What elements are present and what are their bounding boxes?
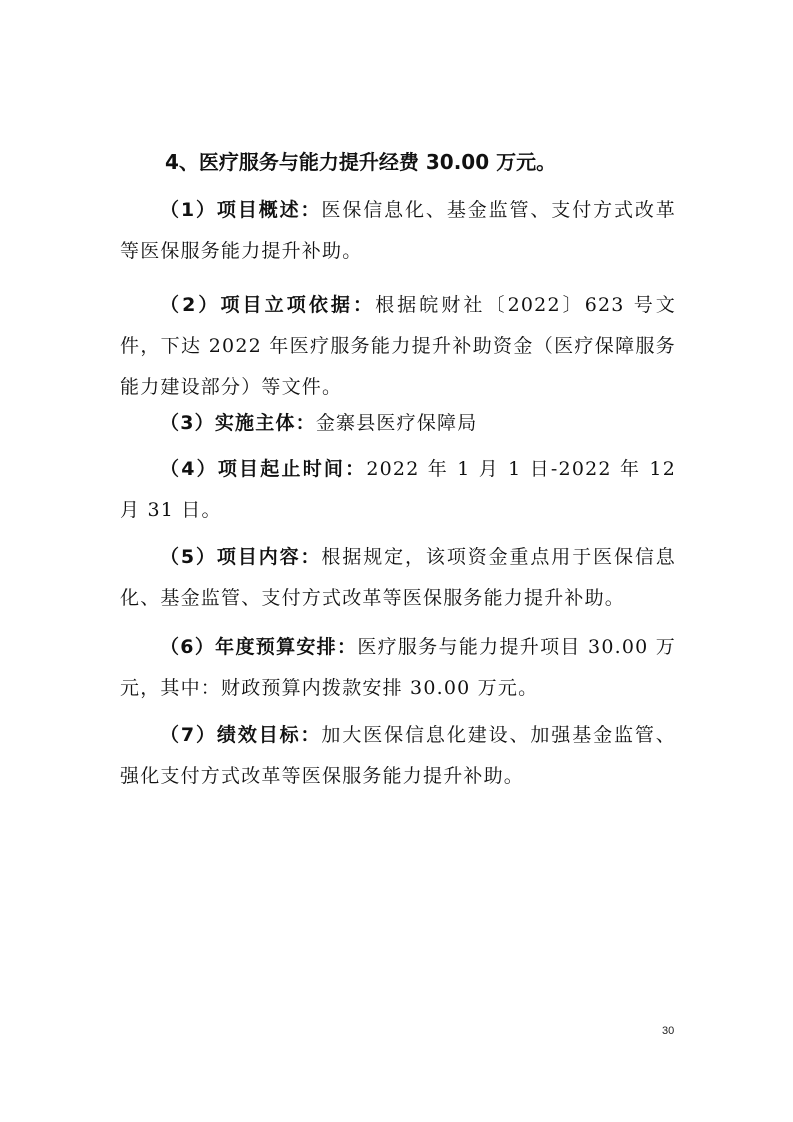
paragraph-project-period (120, 449, 676, 531)
paragraph-project-basis (120, 285, 676, 408)
paragraph-label: （3）实施主体： (160, 412, 316, 434)
paragraph-text: 根据规定，该项资金重点用于医保信息化、基金监管、支付方式改革等医保服务能力提升补助。 (120, 546, 676, 609)
paragraph-label: （4）项目起止时间： (160, 458, 367, 480)
paragraph-text: 根据皖财社〔2022〕623 号文件，下达 2022 年医疗服务能力提升补助资金（医疗保障服务能力建设部分）等文件。 (120, 294, 676, 398)
paragraph-label: （7）绩效目标： (160, 724, 322, 746)
paragraph-text: 加大医保信息化建设、加强基金监管、强化支付方式改革等医保服务能力提升补助。 (120, 724, 676, 787)
paragraph-project-content (120, 537, 676, 619)
paragraph-label: （1）项目概述： (160, 199, 322, 221)
paragraph-text: 2022 年 1 月 1 日-2022 年 12 月 31 日。 (120, 458, 676, 521)
page-number: 30 (662, 1025, 675, 1037)
paragraph-label: （6）年度预算安排： (160, 636, 358, 658)
paragraph-annual-budget (120, 627, 676, 709)
paragraph-text: 金寨县医疗保障局 (315, 412, 478, 434)
paragraph-label: （2）项目立项依据： (160, 294, 376, 316)
paragraph-project-overview (120, 190, 676, 272)
paragraph-text: 医疗服务与能力提升项目 30.00 万元，其中：财政预算内拨款安排 30.00 万元。 (120, 636, 676, 699)
paragraph-label: （5）项目内容： (160, 546, 322, 568)
paragraph-performance-target (120, 715, 676, 797)
section-heading: 4、医疗服务与能力提升经费 30.00 万元。 (165, 150, 557, 174)
paragraph-text: 医保信息化、基金监管、支付方式改革等医保服务能力提升补助。 (120, 199, 676, 262)
paragraph-implementing-entity (120, 403, 676, 444)
